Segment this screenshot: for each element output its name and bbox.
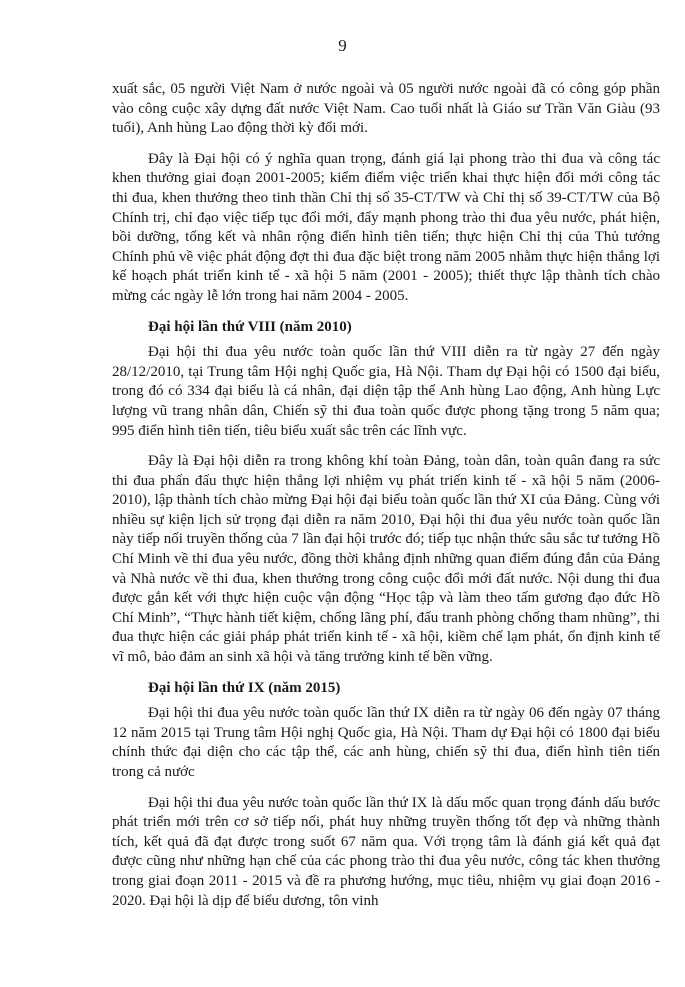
page-number: 9 [338, 36, 347, 55]
paragraph-congress-viii-intro: Đại hội thi đua yêu nước toàn quốc lần thứ VIII diễn ra từ ngày 27 đến ngày 28/12/2010, tại Trung tâm Hội nghị Quốc gia, Hà Nội. Tham dự Đại hội có 1500 đại biểu, trong đó có 334 đại biểu là cá nhân, đại diện tập thể Anh hùng Lao động, Anh hùng Lực lượng vũ trang nhân dân, Chiến sỹ thi đua toàn quốc được phong tặng trong 5 năm qua; 995 điển hình tiên tiến, tiêu biểu xuất sắc trên các lĩnh vực. [112, 344, 660, 439]
paragraph-congress-viii-significance: Đây là Đại hội diễn ra trong không khí toàn Đảng, toàn dân, toàn quân đang ra sức thi đua phấn đấu thực hiện thắng lợi nhiệm vụ phát triển kinh tế - xã hội 5 năm (2006-2010), lập thành tích chào mừng Đại hội đại biểu toàn quốc lần thứ XI của Đảng. Cùng với nhiều sự kiện lịch sử trọng đại diễn ra năm 2010, Đại hội thi đua yêu nước toàn quốc lần này tiếp nối truyền thống của 7 lần đại hội trước đó; tiếp tục nhận thức sâu sắc tư tưởng Hồ Chí Minh về thi đua yêu nước, đồng thời khẳng định những quan điểm đúng đắn của Đảng và Nhà nước về thi đua, khen thưởng trong công cuộc đổi mới đất nước. Nội dung thi đua được gắn kết với thực hiện cuộc vận động “Học tập và làm theo tấm gương đạo đức Hồ Chí Minh”, “Thực hành tiết kiệm, chống lãng phí, đấu tranh phòng chống tham nhũng”, thi đua thực hiện các giải pháp phát triển kinh tế - xã hội, kiềm chế lạm phát, ổn định kinh tế vĩ mô, bảo đảm an sinh xã hội và tăng trưởng kinh tế bền vững. [112, 453, 660, 666]
section-heading-congress-ix: Đại hội lần thứ IX (năm 2015) [148, 679, 341, 696]
paragraph-significance-2005: Đây là Đại hội có ý nghĩa quan trọng, đánh giá lại phong trào thi đua và công tác khen thưởng giai đoạn 2001-2005; kiểm điểm việc triển khai thực hiện đổi mới công tác thi đua, khen thưởng theo tinh thần Chỉ thị số 35-CT/TW và Chỉ thị số 39-CT/TW của Bộ Chính trị, chỉ đạo việc tiếp tục đổi mới, đẩy mạnh phong trào thi đua yêu nước, phát hiện, bồi dưỡng, tổng kết và nhân rộng điển hình tiên tiến; thực hiện Chỉ thị của Thủ tướng Chính phủ về việc phát động đợt thi đua đặc biệt trong năm 2005 nhằm thực hiện thắng lợi kế hoạch phát triển kinh tế - xã hội 5 năm (2001 - 2005); thiết thực lập thành tích chào mừng các ngày lễ lớn trong hai năm 2004 - 2005. [112, 150, 660, 304]
paragraph-congress-ix-intro: Đại hội thi đua yêu nước toàn quốc lần thứ IX diễn ra từ ngày 06 đến ngày 07 tháng 12 năm 2015 tại Trung tâm Hội nghị Quốc gia, Hà Nội. Tham dự Đại hội có 1800 đại biểu chính thức đại diện cho các tập thể, các anh hùng, chiến sỹ thi đua, điển hình tiên tiến trong cả nước [112, 705, 660, 780]
paragraph-congress-ix-significance: Đại hội thi đua yêu nước toàn quốc lần thứ IX là dấu mốc quan trọng đánh dấu bước phát triển mới trên cơ sở tiếp nối, phát huy những truyền thống tốt đẹp và những thành tích, kết quả đã đạt được trong suốt 67 năm qua. Với trọng tâm là đánh giá kết quả đạt được cũng như những hạn chế của các phong trào thi đua yêu nước, công tác khen thưởng trong giai đoạn 2011 - 2015 và đề ra phương hướng, mục tiêu, nhiệm vụ giai đoạn 2016 - 2020. Đại hội là dịp để biểu dương, tôn vinh [112, 794, 660, 909]
body-text [112, 80, 660, 922]
paragraph-continued: xuất sắc, 05 người Việt Nam ở nước ngoài và 05 người nước ngoài đã có công góp phần vào công cuộc xây dựng đất nước Việt Nam. Cao tuổi nhất là Giáo sư Trần Văn Giàu (93 tuổi), Anh hùng Lao động thời kỳ đổi mới. [112, 81, 660, 137]
section-heading-congress-viii: Đại hội lần thứ VIII (năm 2010) [148, 318, 352, 335]
